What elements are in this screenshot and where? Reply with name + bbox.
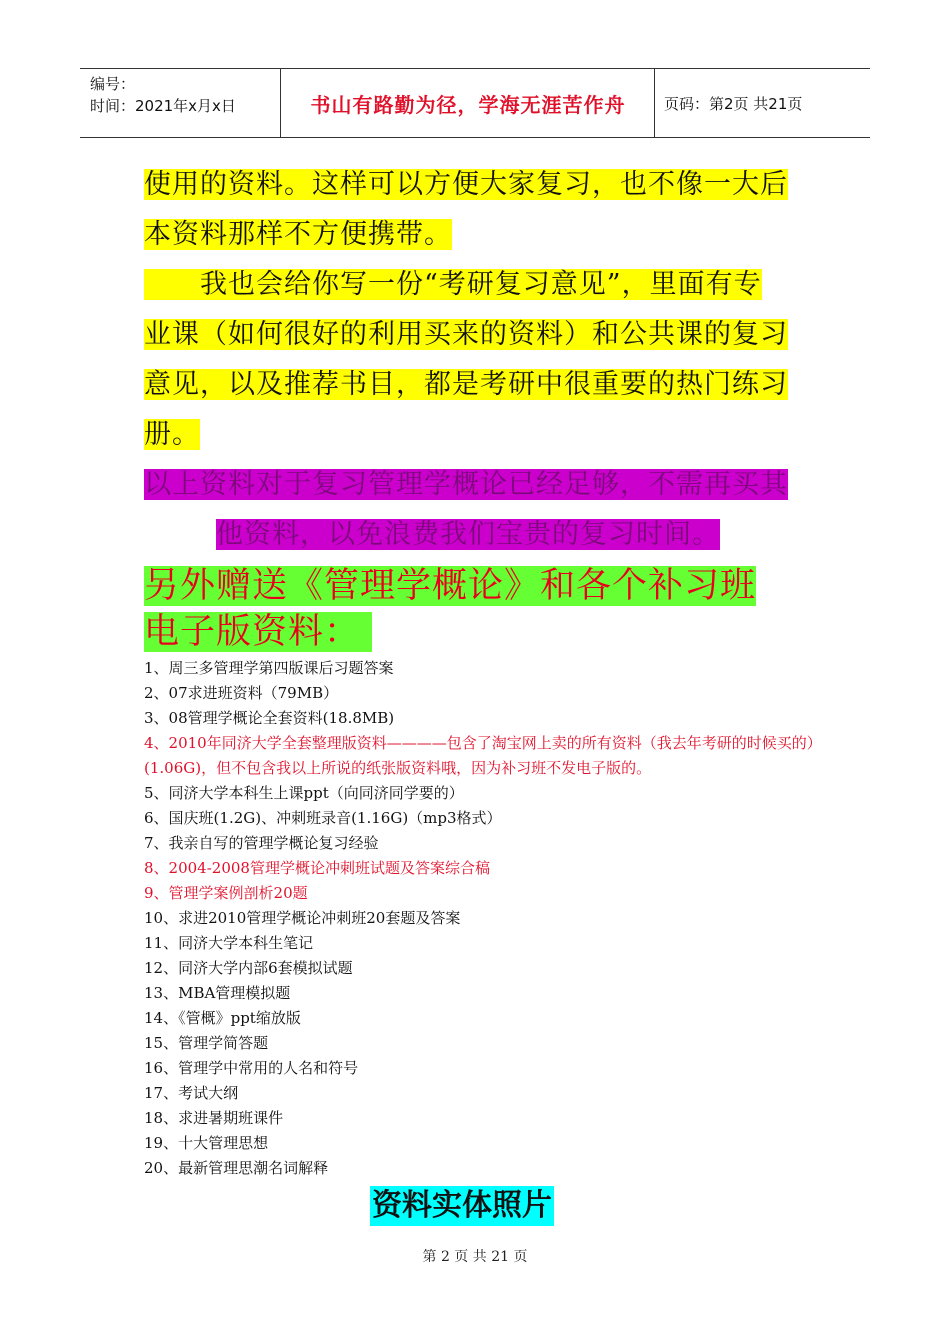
list-item: 1、周三多管理学第四版课后习题答案 bbox=[144, 659, 394, 677]
list-item: 10、求进2010管理学概论冲刺班20套题及答案 bbox=[144, 909, 461, 927]
list-item: 5、同济大学本科生上课ppt（向同济同学要的） bbox=[144, 784, 464, 802]
page-footer: 第 2 页 共 21 页 bbox=[422, 1249, 528, 1265]
list-item: 4、2010年同济大学全套整理版资料————包含了淘宝网上卖的所有资料（我去年考研的时候买的）(1.06G)，但不包含我以上所说的纸张版资料哦，因为补习班不发电子版的。 bbox=[144, 734, 822, 777]
photo-title: 资料实体照片 bbox=[370, 1186, 554, 1226]
highlighted-line: 意见，以及推荐书目，都是考研中很重要的热门练习 bbox=[144, 369, 788, 400]
list-item: 11、同济大学本科生笔记 bbox=[144, 934, 314, 952]
list-item: 7、我亲自写的管理学概论复习经验 bbox=[144, 834, 379, 852]
list-item: 12、同济大学内部6套模拟试题 bbox=[144, 959, 353, 977]
highlighted-line-indent bbox=[144, 269, 200, 300]
list-item: 6、国庆班(1.2G)、冲刺班录音(1.16G)（mp3格式） bbox=[144, 809, 502, 827]
list-item: 15、管理学简答题 bbox=[144, 1034, 269, 1052]
gift-heading-pad bbox=[360, 612, 372, 652]
header-page-code: 页码：第2页 共21页 bbox=[664, 94, 803, 113]
header-motto: 书山有路勤为径，学海无涯苦作舟 bbox=[310, 92, 626, 117]
list-item: 8、2004-2008管理学概论冲刺班试题及答案综合稿 bbox=[144, 859, 490, 877]
highlighted-line: 本资料那样不方便携带。 bbox=[144, 219, 452, 250]
header-divider bbox=[654, 69, 655, 137]
highlighted-line: 业课（如何很好的利用买来的资料）和公共课的复习 bbox=[144, 319, 788, 350]
list-item: 18、求进暑期班课件 bbox=[144, 1109, 284, 1127]
header-meta bbox=[90, 73, 236, 117]
magenta-line: 以上资料对于复习管理学概论已经足够，不需再买其 bbox=[144, 469, 788, 500]
list-item: 13、MBA管理模拟题 bbox=[144, 984, 291, 1002]
highlighted-line: 使用的资料。这样可以方便大家复习，也不像一大后 bbox=[144, 169, 788, 200]
header-divider bbox=[280, 69, 281, 137]
gift-heading: 电子版资料： bbox=[144, 612, 361, 652]
list-item: 14、《管概》ppt缩放版 bbox=[144, 1009, 301, 1027]
list-item: 17、考试大纲 bbox=[144, 1084, 239, 1102]
gift-heading: 另外赠送《管理学概论》和各个补习班 bbox=[144, 566, 757, 606]
list-item: 16、管理学中常用的人名和符号 bbox=[144, 1059, 359, 1077]
highlighted-line: 我也会给你写一份“考研复习意见”，里面有专 bbox=[200, 269, 762, 300]
list-item: 9、管理学案例剖析20题 bbox=[144, 884, 308, 902]
list-item: 19、十大管理思想 bbox=[144, 1134, 269, 1152]
highlighted-line: 册。 bbox=[144, 419, 200, 450]
list-item: 2、07求进班资料（79MB） bbox=[144, 684, 339, 702]
list-item: 20、最新管理思潮名词解释 bbox=[144, 1159, 329, 1177]
magenta-line: 他资料，以免浪费我们宝贵的复习时间。 bbox=[216, 519, 720, 550]
materials-list bbox=[144, 656, 824, 1181]
time-label: 时间：2021年x月x日 bbox=[90, 97, 236, 115]
serial-label: 编号： bbox=[90, 75, 136, 93]
document-header bbox=[80, 68, 870, 138]
list-item: 3、08管理学概论全套资料(18.8MB) bbox=[144, 709, 395, 727]
